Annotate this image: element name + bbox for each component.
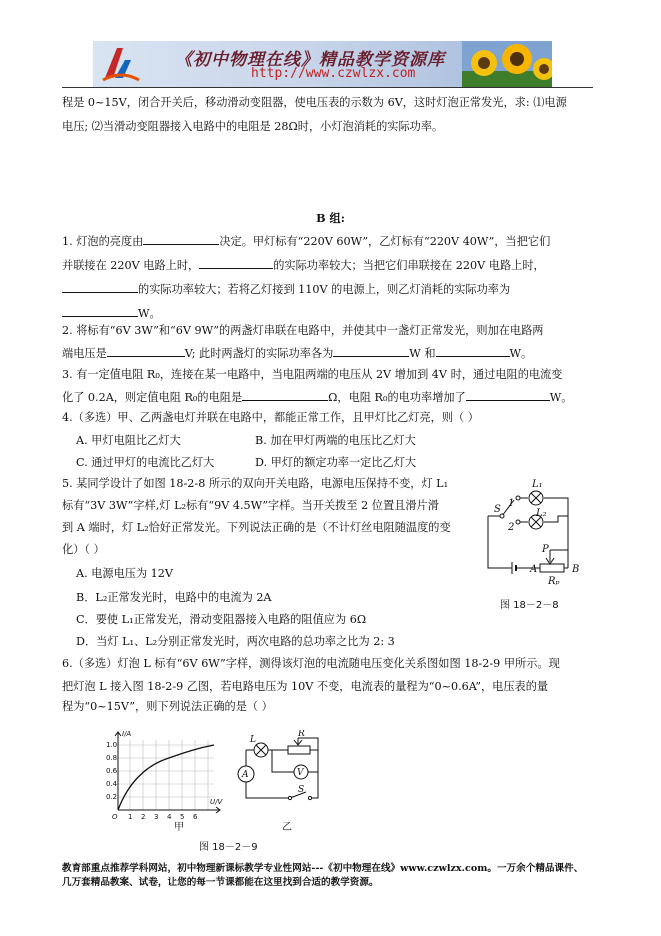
ytick-3: 0.6 bbox=[106, 767, 118, 775]
intro-line-2: 电压; ⑵当滑动变阻器接入电路中的电阻是 28Ω时，小灯泡消耗的实际功率。 bbox=[62, 120, 444, 133]
origin-label: O bbox=[112, 813, 118, 820]
ytick-5: 0.2 bbox=[106, 793, 118, 801]
q2-line-1: 2. 将标有“6V 3W”和“6V 9W”的两盏灯串联在电路中，并使其中一盏灯正常发光，则加在电路两 bbox=[62, 324, 544, 337]
q4-option-a[interactable]: A. 甲灯电阻比乙灯大 bbox=[76, 434, 181, 447]
ytick-1: 1.0 bbox=[106, 741, 118, 749]
q6-line-1: 6.（多选）灯泡 L 标有“6V 6W”字样，测得该灯泡的电流随电压变化关系图如图 18-2-9 甲所示。现 bbox=[62, 657, 560, 670]
q5-line-4: 化）（ ） bbox=[62, 543, 105, 556]
label-yi: 乙 bbox=[282, 822, 292, 833]
yi-label-L: L bbox=[250, 735, 256, 745]
q2-blank-2[interactable] bbox=[333, 345, 409, 357]
q3-line-2: 化了 0.2A，则定值电阻 R₀的电阻是 Ω，电阻 R₀的电功率增加了 W。 bbox=[62, 391, 573, 404]
q1-line-4: W。 bbox=[62, 305, 161, 322]
label-B: B bbox=[572, 564, 580, 575]
header-banner bbox=[93, 41, 552, 87]
q5-line-3: 到 A 端时，灯 L₂恰好正常发光。下列说法正确的是（不计灯丝电阻随温度的变 bbox=[62, 521, 451, 534]
q2-blank-1[interactable] bbox=[107, 345, 185, 357]
q1-line-2: 并联接在 220V 电路上时， 的实际功率较大；当把它们串联接在 220V 电路上时， bbox=[62, 259, 545, 272]
q6-line-3: 程为“0~15V”，则下列说法正确的是（ ） bbox=[62, 700, 273, 713]
q4-option-c[interactable]: C. 通过甲灯的电流比乙灯大 bbox=[76, 456, 215, 469]
label-2: 2 bbox=[508, 522, 515, 533]
q5-line-2: 标有“3V 3W”字样,灯 L₂标有“9V 4.5W”字样。当开关拨至 2 位置且滑片滑 bbox=[62, 499, 439, 512]
section-heading: B 组: bbox=[316, 211, 345, 225]
yi-label-S: S bbox=[298, 785, 305, 795]
label-L2: L₂ bbox=[536, 508, 547, 519]
footer-line-1: 教育部重点推荐学科网站，初中物理新课标教学专业性网站---《初中物理在线》www.czwlzx.com。一万余个精品课件、 bbox=[62, 863, 584, 874]
q5-option-b[interactable]: B．L₂正常发光时，电路中的电流为 2A bbox=[76, 591, 272, 604]
iu-graph-18-2-9 bbox=[106, 728, 228, 820]
header-rule bbox=[62, 87, 593, 88]
q4-stem: 4.（多选）甲、乙两盏电灯并联在电路中，都能正常工作，且甲灯比乙灯亮，则（ ） bbox=[62, 411, 479, 424]
ytick-2: 0.8 bbox=[106, 754, 118, 762]
q1-line-1: 1. 灯泡的亮度由 决定。甲灯标有“220V 60W”，乙灯标有“220V 40W”，当把它们 bbox=[62, 235, 551, 248]
q3-blank-2[interactable] bbox=[466, 389, 550, 401]
q2-line-2: 端电压是 V; 此时两盏灯的实际功率各为 W 和 W。 bbox=[62, 347, 533, 360]
yi-label-A: A bbox=[242, 770, 249, 780]
circuit-figure-18-2-9-yi bbox=[232, 730, 332, 810]
ytick-4: 0.4 bbox=[106, 780, 118, 788]
label-1: 1 bbox=[508, 498, 515, 509]
q4-option-b[interactable]: B. 加在甲灯两端的电压比乙灯大 bbox=[255, 434, 416, 447]
banner-title: 《初中物理在线》精品教学资源库 bbox=[175, 50, 445, 70]
q4-option-d[interactable]: D. 甲灯的额定功率一定比乙灯大 bbox=[255, 456, 417, 469]
ylabel: I/A bbox=[122, 730, 132, 738]
caption-18-2-9: 图 18－2－9 bbox=[199, 842, 258, 853]
caption-18-2-8: 图 18－2－8 bbox=[500, 600, 559, 611]
xtick-4: 4 bbox=[167, 813, 172, 820]
q1-blank-3[interactable] bbox=[62, 281, 138, 293]
circuit-figure-18-2-8 bbox=[480, 476, 590, 588]
q1-blank-4[interactable] bbox=[62, 305, 138, 317]
q5-line-1: 5. 某同学设计了如图 18-2-8 所示的双向开关电路，电源电压保持不变，灯 L₁ bbox=[62, 477, 449, 490]
banner-url[interactable]: http://www.czwlzx.com bbox=[251, 66, 416, 81]
q3-line-1: 3. 有一定值电阻 R₀，连接在某一电路中，当电阻两端的电压从 2V 增加到 4V 时，通过电阻的电流变 bbox=[62, 368, 563, 381]
q1-blank-2[interactable] bbox=[199, 257, 273, 269]
xtick-5: 5 bbox=[180, 813, 185, 820]
xtick-6: 6 bbox=[193, 813, 198, 820]
label-L1: L₁ bbox=[532, 479, 543, 490]
q5-option-a[interactable]: A. 电源电压为 12V bbox=[76, 567, 174, 580]
intro-line-1: 程是 0~15V，闭合开关后，移动滑动变阻器，使电压表的示数为 6V，这时灯泡正常发光，求: ⑴电源 bbox=[62, 96, 567, 109]
q5-option-d[interactable]: D．当灯 L₁、L₂分别正常发光时，两次电路的总功率之比为 2: 3 bbox=[76, 635, 395, 648]
q5-option-c[interactable]: C．要使 L₁正常发光，滑动变阻器接入电路的阻值应为 6Ω bbox=[76, 613, 367, 626]
q2-blank-3[interactable] bbox=[436, 345, 510, 357]
label-Rp: Rₚ bbox=[548, 576, 560, 587]
label-P: P bbox=[542, 544, 549, 555]
xtick-1: 1 bbox=[128, 813, 133, 820]
q1-line-3: 的实际功率较大；若将乙灯接到 110V 的电源上，则乙灯消耗的实际功率为 bbox=[62, 281, 510, 298]
footer-line-2: 几万套精品教案、试卷，让您的每一节课都能在这里找到合适的教学资源。 bbox=[62, 877, 379, 888]
label-S: S bbox=[494, 504, 501, 515]
yi-label-V: V bbox=[297, 768, 304, 778]
q3-blank-1[interactable] bbox=[242, 389, 328, 401]
label-jia: 甲 bbox=[174, 822, 184, 833]
sunflower-image bbox=[462, 41, 552, 87]
xtick-2: 2 bbox=[141, 813, 146, 820]
yi-label-R: R bbox=[298, 730, 305, 739]
label-A: A bbox=[530, 564, 538, 575]
logo-icon bbox=[101, 44, 141, 84]
q1-blank-1[interactable] bbox=[143, 233, 219, 245]
xtick-3: 3 bbox=[154, 813, 159, 820]
q6-line-2: 把灯泡 L 接入图 18-2-9 乙图，若电路电压为 10V 不变，电流表的量程为“0~0.6A”，电压表的量 bbox=[62, 680, 549, 693]
xlabel: U/V bbox=[210, 798, 223, 806]
